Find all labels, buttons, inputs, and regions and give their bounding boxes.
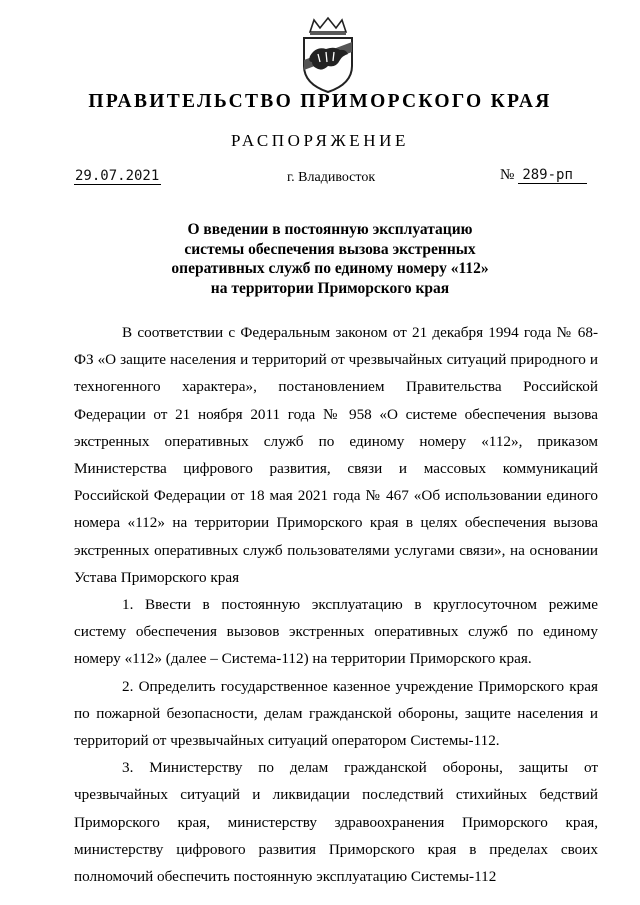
document-date: 29.07.2021 [75, 168, 160, 184]
title-line: на территории Приморского края [210, 279, 450, 297]
coat-of-arms-icon [296, 16, 360, 94]
clause-3: 3. Министерству по делам гражданской обороны, защиты от чрезвычайных ситуаций и ликвидации последствий стихийных бедствий Приморского края, министерству здравоохранения Приморского края, министерству цифрового развития Приморского края в пределах своих полномочий обеспечить постоянную эксплуатацию Системы-112 [74, 759, 598, 886]
preamble-paragraph: В соответствии с Федеральным законом от 21 декабря 1994 года № 68-ФЗ «О защите населения и территорий от чрезвычайных ситуаций природного и техногенного характера», постановлением Правительства Российской Федерации от 21 ноября 2011 года № 958 «О системе обеспечения вызова экстренных оперативных служб по единому номеру «112», приказом Министерства цифрового развития, связи и массовых коммуникаций Российской Федерации от 18 мая 2021 года № 467 «Об использовании единого номера «112» на территории Приморского края в целях обеспечения вызова экстренных оперативных служб пользователями услугами связи», на основании Устава Приморского края [74, 324, 598, 586]
document-title [90, 220, 570, 298]
document-number: 289-рп [518, 167, 587, 184]
document-body [74, 319, 598, 890]
document-number-block [500, 167, 587, 184]
document-city: г. Владивосток [287, 170, 376, 185]
clause-2: 2. Определить государственное казенное учреждение Приморского края по пожарной безопасности, делам гражданской обороны, защите населения и территорий от чрезвычайных ситуаций оператором Системы-112. [74, 677, 598, 750]
title-line: системы обеспечения вызова экстренных [184, 240, 476, 258]
document-type: РАСПОРЯЖЕНИЕ [230, 131, 410, 150]
clause-1: 1. Ввести в постоянную эксплуатацию в круглосуточном режиме систему обеспечения вызовов экстренных оперативных служб по единому номеру «112» (далее – Система-112) на территории Приморского края. [74, 596, 598, 668]
number-sign: № [500, 167, 515, 183]
title-line: О введении в постоянную эксплуатацию [187, 221, 473, 238]
title-line: оперативных служб по единому номеру «112» [171, 260, 489, 277]
government-name: ПРАВИТЕЛЬСТВО ПРИМОРСКОГО КРАЯ [88, 91, 552, 112]
